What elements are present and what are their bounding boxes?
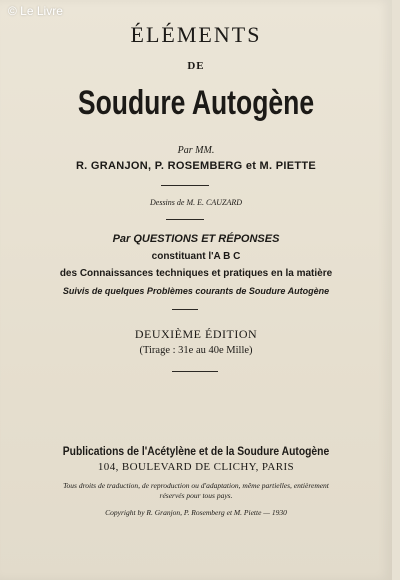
- publisher-address: 104, BOULEVARD DE CLICHY, PARIS: [97, 461, 295, 473]
- authors: R. GRANJON, P. ROSEMBERG et M. PIETTE: [75, 160, 317, 172]
- rights-notice: Tous droits de traduction, de reproduction ou d'adaptation, même partielles, entièrement réservés pour tous pays.: [63, 481, 329, 500]
- book-title: Soudure Autogène: [77, 84, 315, 122]
- illustrator: Dessins de M. E. CAUZARD: [150, 198, 242, 207]
- edition: DEUXIÈME ÉDITION: [134, 327, 258, 341]
- divider-rule: [172, 371, 218, 372]
- publisher: Publications de l'Acétylène et de la Soudure Autogène: [62, 444, 330, 458]
- subtitle-abc: constituant l'A B C: [151, 251, 241, 262]
- subtitle-questions: Par QUESTIONS ET RÉPONSES: [112, 233, 280, 245]
- print-run: (Tirage : 31e au 40e Mille): [139, 345, 253, 356]
- cover-heading: ÉLÉMENTS: [130, 22, 262, 47]
- subtitle-problems: Suivis de quelques Problèmes courants de Soudure Autogène: [62, 286, 330, 296]
- subtitle-knowledge: des Connaissances techniques et pratiques en la matière: [59, 268, 333, 279]
- copyright: Copyright by R. Granjon, P. Rosemberg et M. Piette — 1930: [105, 508, 287, 517]
- divider-rule: [161, 185, 209, 186]
- watermark: © Le Livre: [8, 4, 63, 18]
- cover-connector: DE: [187, 60, 205, 72]
- authors-intro: Par MM.: [177, 145, 215, 156]
- divider-rule: [172, 309, 198, 310]
- divider-rule: [166, 219, 204, 220]
